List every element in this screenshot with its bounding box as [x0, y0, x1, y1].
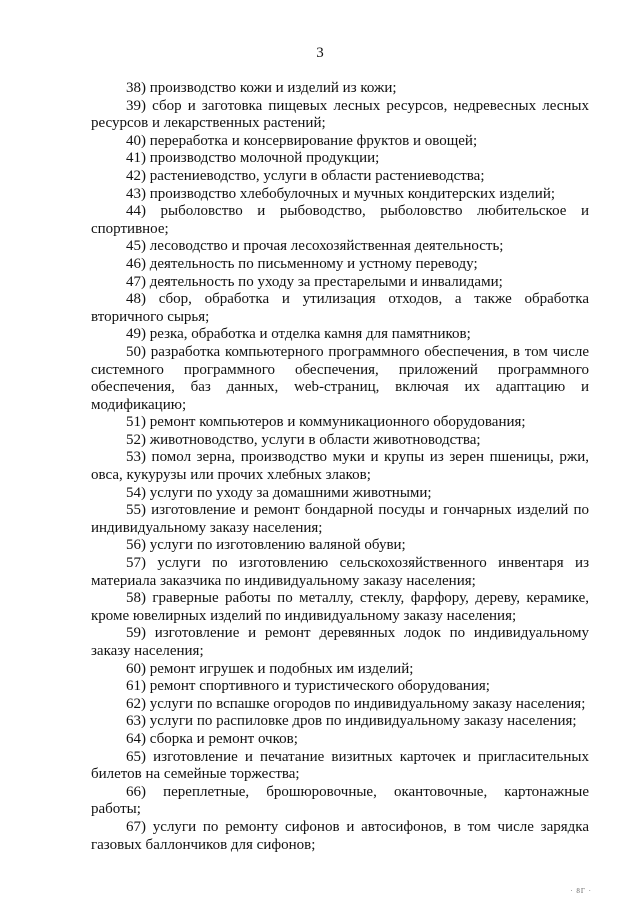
list-item: 63) услуги по распиловке дров по индивидуальному заказу населения;	[126, 713, 577, 730]
document-body	[91, 80, 589, 854]
list-item: 51) ремонт компьютеров и коммуникационного оборудования;	[126, 414, 526, 431]
list-item: 48) сбор, обработка и утилизация отходов, а также обработка вторичного сырья;	[91, 291, 589, 325]
list-item: 55) изготовление и ремонт бондарной посуды и гончарных изделий по индивидуальному заказу населения;	[91, 502, 589, 536]
list-item: 56) услуги по изготовлению валяной обуви;	[126, 537, 406, 554]
list-item: 54) услуги по уходу за домашними животными;	[126, 484, 432, 501]
list-item: 43) производство хлебобулочных и мучных кондитерских изделий;	[126, 185, 556, 202]
footer-mark: · 8Г ·	[570, 887, 592, 895]
list-item: 61) ремонт спортивного и туристического оборудования;	[126, 678, 490, 695]
list-item: 45) лесоводство и прочая лесохозяйственная деятельность;	[126, 238, 504, 255]
list-item: 49) резка, обработка и отделка камня для памятников;	[126, 326, 471, 343]
list-item: 53) помол зерна, производство муки и крупы из зерен пшеницы, ржи, овса, кукурузы или прочих хлебных злаков;	[91, 449, 589, 484]
list-item: 67) услуги по ремонту сифонов и автосифонов, в том числе зарядка газовых баллончиков для сифонов;	[91, 818, 589, 853]
page-number: 3	[316, 45, 324, 61]
list-item: 47) деятельность по уходу за престарелыми и инвалидами;	[126, 273, 503, 290]
list-item: 66) переплетные, брошюровочные, окантовочные, картонажные работы;	[91, 783, 589, 818]
list-item: 62) услуги по вспашке огородов по индивидуальному заказу населения;	[126, 695, 586, 712]
list-item: 60) ремонт игрушек и подобных им изделий;	[126, 660, 414, 677]
list-item: 65) изготовление и печатание визитных карточек и пригласительных билетов на семейные торжества;	[91, 748, 589, 783]
list-item: 58) граверные работы по металлу, стеклу, фарфору, дереву, керамике, кроме ювелирных изделий по индивидуальному заказу населения;	[91, 590, 589, 624]
list-item: 50) разработка компьютерного программного обеспечения, в том числе системного программного обеспечения, приложений программного обеспечения, баз данных, web-страниц, включая их адаптацию и модификацию;	[91, 343, 589, 413]
list-item: 40) переработка и консервирование фруктов и овощей;	[126, 132, 478, 149]
list-item: 39) сбор и заготовка пищевых лесных ресурсов, недревесных лесных ресурсов и лекарственных растений;	[91, 97, 589, 132]
list-item: 41) производство молочной продукции;	[126, 150, 380, 167]
list-item: 57) услуги по изготовлению сельскохозяйственного инвентаря из материала заказчика по индивидуальному заказу населения;	[91, 555, 589, 589]
list-item: 46) деятельность по письменному и устному переводу;	[126, 255, 478, 272]
list-item: 59) изготовление и ремонт деревянных лодок по индивидуальному заказу населения;	[91, 625, 589, 659]
list-item: 64) сборка и ремонт очков;	[126, 730, 298, 747]
list-item: 42) растениеводство, услуги в области растениеводства;	[126, 167, 485, 184]
list-item: 44) рыболовство и рыбоводство, рыболовство любительское и спортивное;	[91, 203, 589, 237]
list-item: 38) производство кожи и изделий из кожи;	[126, 80, 397, 96]
list-item: 52) животноводство, услуги в области животноводства;	[126, 431, 481, 448]
